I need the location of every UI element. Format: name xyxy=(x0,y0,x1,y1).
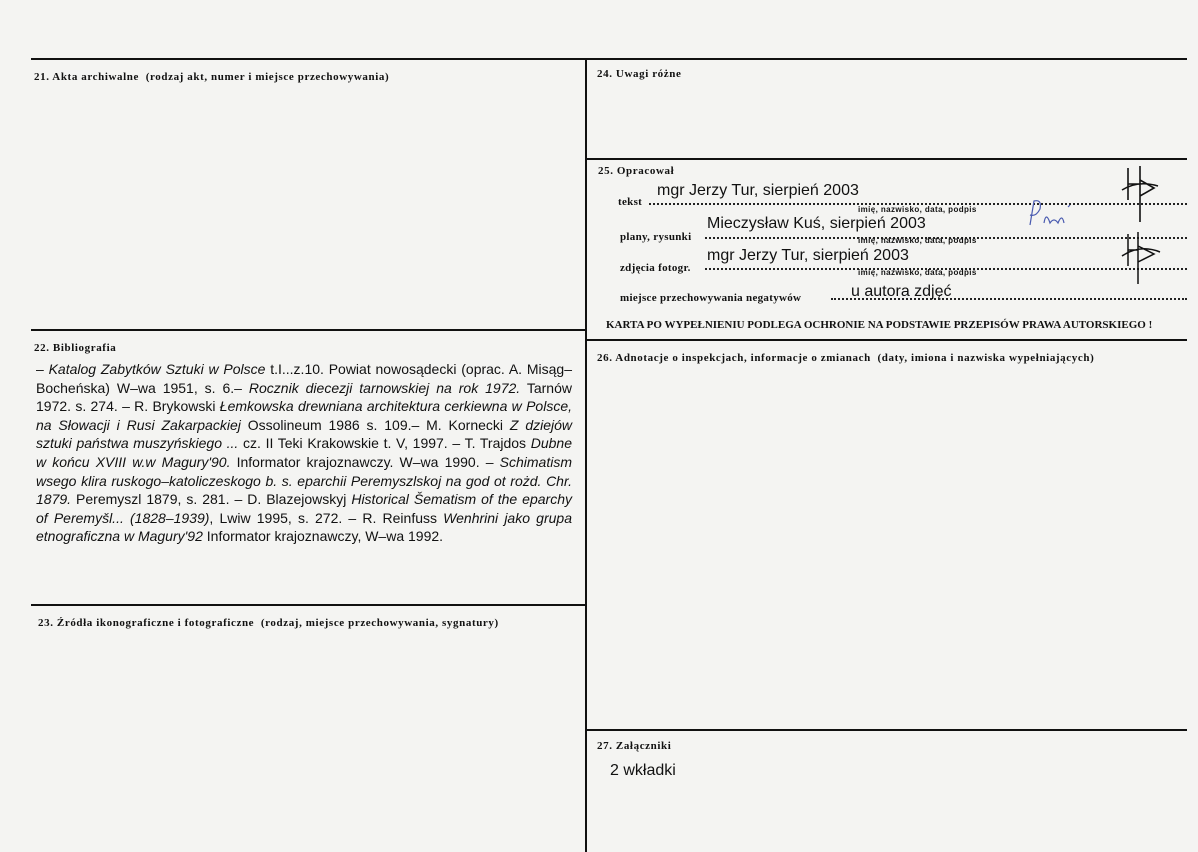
tekst-label: tekst xyxy=(618,196,643,208)
divider-24-25 xyxy=(586,158,1187,160)
bibliography-text xyxy=(36,360,572,546)
zdjecia-value: mgr Jerzy Tur, sierpień 2003 xyxy=(707,247,909,264)
bibliography-segment: Z dziejów sztuki państwa muszyńskiego ... xyxy=(36,416,573,452)
plany-sub: imię, nazwisko, data, podpis xyxy=(858,236,977,245)
negatives-dotline xyxy=(831,298,1187,300)
top-border xyxy=(31,58,1187,60)
attachments-value: 2 wkładki xyxy=(610,762,676,779)
negatives-label: miejsce przechowywania negatywów xyxy=(620,292,802,304)
copyright-notice: KARTA PO WYPEŁNIENIU PODLEGA OCHRONIE NA PODSTAWIE PRZEPISÓW PRAWA AUTORSKIEGO ! xyxy=(606,319,1153,331)
signature-3-icon xyxy=(1120,228,1166,288)
bibliography-segment: Peremyszl 1879, s. 281. – D. Blazejowskyj xyxy=(71,491,352,508)
bibliography-segment: , Lwiw 1995, s. 272. – R. Reinfuss xyxy=(209,509,444,526)
signature-2-icon xyxy=(1024,195,1084,235)
bibliography-segment: Historical Šematism of the eparchy of Peremyšl... (1828–1939) xyxy=(36,491,572,526)
center-divider xyxy=(585,58,587,852)
tekst-sub: imię, nazwisko, data, podpis xyxy=(858,205,977,214)
bibliography-segment: Informator krajoznawczy, W–wa 1992. xyxy=(202,528,444,545)
bibliography-segment: Rocznik diecezji tarnowskiej na rok 1972. xyxy=(248,379,521,396)
negatives-value: u autora zdjęć xyxy=(851,283,952,300)
bibliography-segment: – xyxy=(36,361,49,377)
plany-value: Mieczysław Kuś, sierpień 2003 xyxy=(707,215,926,232)
bibliography-segment: Tarnów 1972. s. 274. – R. Brykowski xyxy=(36,379,572,415)
divider-22-23 xyxy=(31,604,586,606)
bibliography-segment: Dubne w końcu XVIII w.w Magury'90. xyxy=(36,435,572,470)
section-27-label: 27. Załączniki xyxy=(597,740,672,752)
section-26-label: 26. Adnotacje o inspekcjach, informacje o zmianach (daty, imiona i nazwiska wypełniających) xyxy=(597,352,1095,364)
bibliography-segment: Katalog Zabytków Sztuki w Polsce xyxy=(48,361,266,377)
divider-26-27 xyxy=(586,729,1187,731)
bibliography-segment: Schimatism wsego klira ruskogo–katoliczeskogo b. s. eparchii Peremyszlskoj na god ot rożd. Chr. 1879. xyxy=(36,453,573,508)
section-24-label: 24. Uwagi różne xyxy=(597,68,682,80)
bibliography-segment: Ossolineum 1986 s. 109.– M. Kornecki xyxy=(240,416,510,433)
bibliography-segment: cz. II Teki Krakowskie t. V, 1997. – T. Trajdos xyxy=(238,435,531,452)
bibliography-segment: Wenhrini jako grupa etnograficzna w Magury'92 xyxy=(36,509,572,545)
zdjecia-sub: imię, nazwisko, data, podpis xyxy=(858,268,977,277)
zdjecia-label: zdjęcia fotogr. xyxy=(620,262,691,274)
divider-25-26 xyxy=(586,339,1187,341)
bibliography-segment: Łemkowska drewniana architektura cerkiewna w Polsce, na Słowacji i Rusi Zakarpackiej xyxy=(36,398,572,433)
section-21-label: 21. Akta archiwalne (rodzaj akt, numer i miejsce przechowywania) xyxy=(34,71,390,83)
section-23-label: 23. Źródła ikonograficzne i fotograficzne (rodzaj, miejsce przechowywania, sygnatury) xyxy=(38,617,499,629)
section-25-label: 25. Opracował xyxy=(598,165,675,177)
signature-1-icon xyxy=(1118,160,1164,230)
tekst-value: mgr Jerzy Tur, sierpień 2003 xyxy=(657,182,859,199)
bibliography-segment: Informator krajoznawczy. W–wa 1990. – xyxy=(230,453,500,470)
divider-21-22 xyxy=(31,329,586,331)
bibliography-segment: t.I...z.10. Powiat nowosądecki (oprac. A. Misąg–Bocheńska) W–wa 1951, s. 6.– xyxy=(36,361,572,396)
section-22-label: 22. Bibliografia xyxy=(34,342,117,354)
plany-label: plany, rysunki xyxy=(620,231,692,243)
